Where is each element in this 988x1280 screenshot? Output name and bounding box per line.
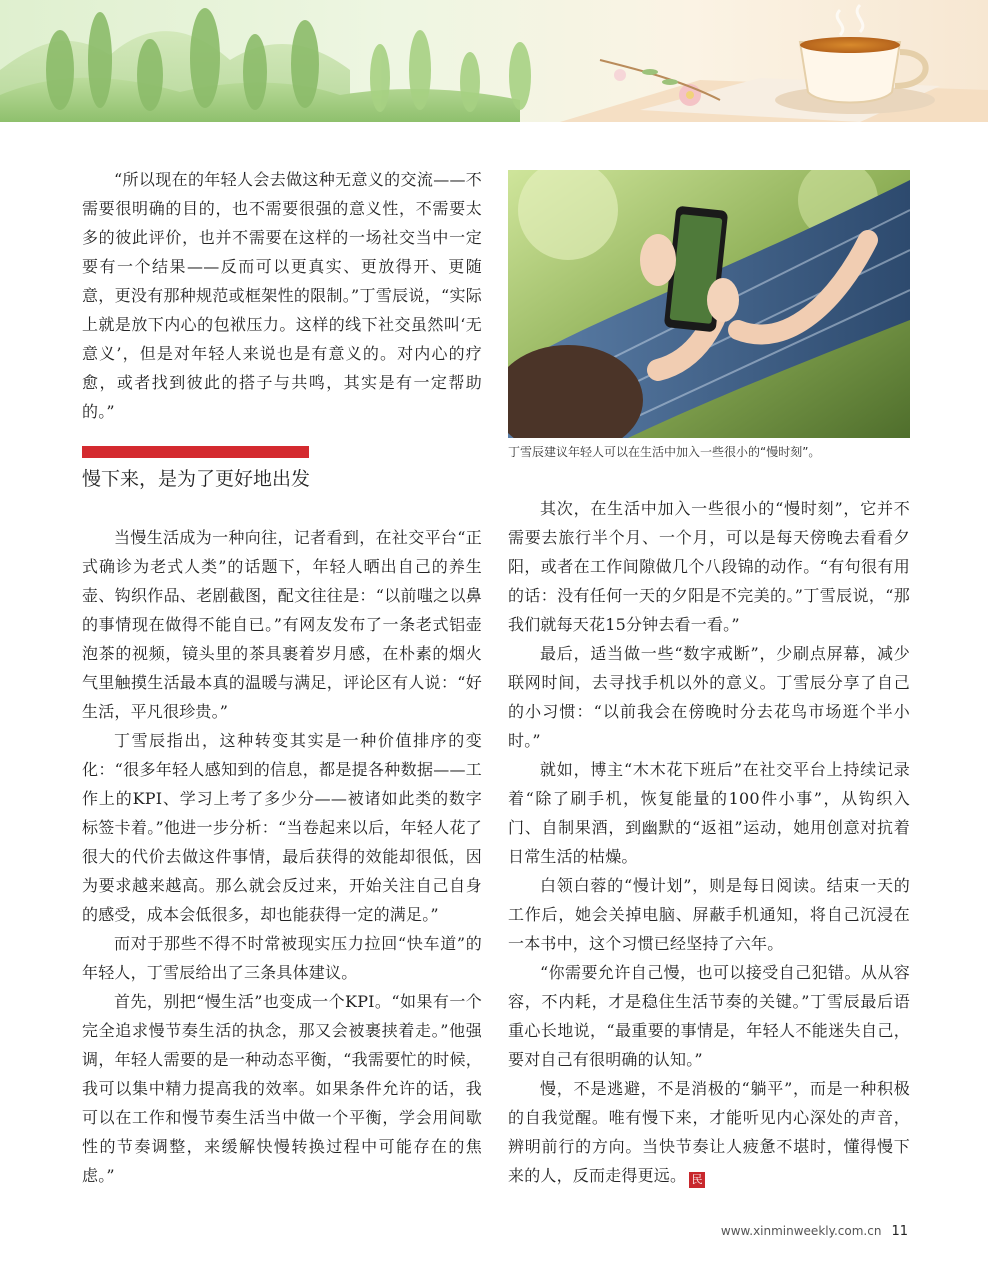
section-heading: 慢下来，是为了更好地出发 — [82, 468, 311, 490]
body-paragraph: “你需要允许自己慢，也可以接受自己犯错。从从容容，不内耗，才是稳住生活节奏的关键。”丁雪辰最后语重心长地说，“最重要的事情是，年轻人不能迷失自己，要对自己有很明确的认知。” — [508, 963, 910, 1069]
body-paragraph: 最后，适当做一些“数字戒断”，少刷点屏幕，减少联网时间，去寻找手机以外的意义。丁雪辰分享了自己的小习惯：“以前我会在傍晚时分去花鸟市场逛个半小时。” — [508, 644, 910, 750]
body-paragraph: 就如，博主“木木花下班后”在社交平台上持续记录着“除了刷手机，恢复能量的100件小事”，从钩织入门、自制果酒，到幽默的“返祖”运动，她用创意对抗着日常生活的枯燥。 — [508, 760, 910, 866]
photo-illustration — [508, 170, 910, 438]
hammock-phone-photo — [508, 170, 910, 438]
quote-paragraph: “所以现在的年轻人会去做这种无意义的交流——不需要很明确的目的，也不需要很强的意义性，不需要太多的彼此评价，也并不需要在这样的一场社交当中一定要有一个结果——反而可以更真实、更放得开、更随意，更没有那种规范或框架性的限制。”丁雪辰说，“实际上就是放下内心的包袱压力。这样的线下社交虽然叫‘无意义’，但是对年轻人来说也是有意义的。对内心的疗愈，或者找到彼此的搭子与共鸣，其实是有一定帮助的。” — [82, 170, 482, 421]
page-footer — [721, 1224, 908, 1239]
closing-text: 慢，不是逃避，不是消极的“躺平”，而是一种积极的自我觉醒。唯有慢下来，才能听见内心深处的声音，辨明前行的方向。当快节奏让人疲惫不堪时，懂得慢下来的人，反而走得更远。 — [508, 1079, 910, 1185]
body-paragraph: 而对于那些不得不时常被现实压力拉回“快车道”的年轻人，丁雪辰给出了三条具体建议。 — [82, 934, 482, 982]
section-divider-bar — [82, 446, 309, 458]
intro-quote-column — [82, 165, 482, 426]
page-number: 11 — [891, 1224, 908, 1239]
header-illustration — [0, 0, 988, 122]
landscape-tea-illustration — [0, 0, 988, 122]
left-body-column — [82, 523, 482, 1190]
website-url: www.xinminweekly.com.cn — [720, 1224, 882, 1238]
photo-caption: 丁雪辰建议年轻人可以在生活中加入一些很小的“慢时刻”。 — [508, 445, 821, 459]
body-paragraph: 当慢生活成为一种向往，记者看到，在社交平台“正式确诊为老式人类”的话题下，年轻人晒出自己的养生壶、钩织作品、老剧截图，配文往往是：“以前嗤之以鼻的事情现在做得不能自已。”有网友发布了一条老式铝壶泡茶的视频，镜头里的茶具裹着岁月感，在朴素的烟火气里触摸生活最本真的温暖与满足，评论区有人说：“好生活，平凡很珍贵。” — [82, 528, 482, 721]
right-body-column — [508, 494, 910, 1190]
end-mark-icon: 民 — [689, 1172, 705, 1188]
body-paragraph: 白领白蓉的“慢计划”，则是每日阅读。结束一天的工作后，她会关掉电脑、屏蔽手机通知，将自己沉浸在一本书中，这个习惯已经坚持了六年。 — [508, 876, 910, 953]
body-paragraph: 首先，别把“慢生活”也变成一个KPI。“如果有一个完全追求慢节奏生活的执念，那又会被裹挟着走。”他强调，年轻人需要的是一种动态平衡，“我需要忙的时候，我可以集中精力提高我的效率。如果条件允许的话，我可以在工作和慢节奏生活当中做一个平衡，学会用间歇性的节奏调整，来缓解快慢转换过程中可能存在的焦虑。” — [82, 992, 482, 1185]
closing-paragraph — [508, 1074, 910, 1190]
body-paragraph: 丁雪辰指出，这种转变其实是一种价值排序的变化：“很多年轻人感知到的信息，都是提各种数据——工作上的KPI、学习上考了多少分——被诸如此类的数字标签卡着。”他进一步分析：“当卷起来以后，年轻人花了很大的代价去做这件事情，最后获得的效能却很低，因为要求越来越高。那么就会反过来，开始关注自己自身的感受，成本会低很多，却也能获得一定的满足。” — [82, 731, 482, 924]
body-paragraph: 其次，在生活中加入一些很小的“慢时刻”，它并不需要去旅行半个月、一个月，可以是每天傍晚去看看夕阳，或者在工作间隙做几个八段锦的动作。“有句很有用的话：没有任何一天的夕阳是不完美的。”丁雪辰说，“那我们就每天花15分钟去看一看。” — [508, 499, 910, 634]
